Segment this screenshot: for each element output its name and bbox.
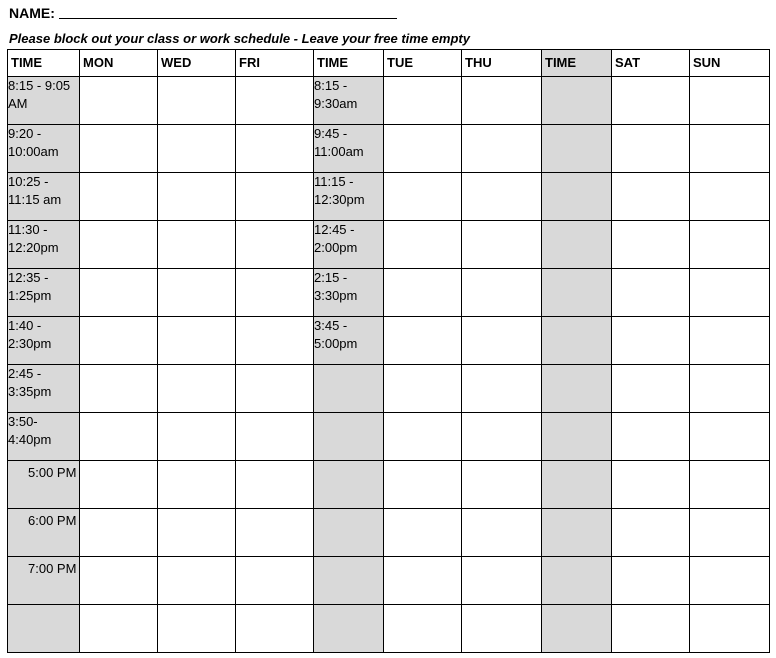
schedule-row xyxy=(8,413,770,461)
schedule-row xyxy=(8,365,770,413)
slot-sat[interactable] xyxy=(612,269,690,317)
time-cell-mwf: 12:35 - 1:25pm xyxy=(8,269,80,317)
slot-fri[interactable] xyxy=(236,125,314,173)
schedule-row xyxy=(8,269,770,317)
time-cell-tt xyxy=(314,605,384,653)
time-cell-tt: 2:15 - 3:30pm xyxy=(314,269,384,317)
slot-mon[interactable] xyxy=(80,221,158,269)
slot-tue[interactable] xyxy=(384,269,462,317)
slot-tue[interactable] xyxy=(384,221,462,269)
name-field-row xyxy=(9,3,397,23)
time-cell-mwf: 10:25 - 11:15 am xyxy=(8,173,80,221)
slot-wed[interactable] xyxy=(158,509,236,557)
col-header-time-tt: TIME xyxy=(314,50,384,77)
col-header-mon: MON xyxy=(80,50,158,77)
time-cell-weekend xyxy=(542,173,612,221)
slot-tue[interactable] xyxy=(384,125,462,173)
schedule-row xyxy=(8,509,770,557)
time-cell-weekend xyxy=(542,557,612,605)
slot-sat[interactable] xyxy=(612,173,690,221)
slot-mon[interactable] xyxy=(80,365,158,413)
slot-wed[interactable] xyxy=(158,269,236,317)
slot-thu[interactable] xyxy=(462,557,542,605)
time-cell-tt: 3:45 - 5:00pm xyxy=(314,317,384,365)
schedule-row xyxy=(8,77,770,125)
schedule-row xyxy=(8,605,770,653)
time-cell-mwf: 6:00 PM xyxy=(8,509,80,557)
slot-thu[interactable] xyxy=(462,173,542,221)
slot-wed[interactable] xyxy=(158,413,236,461)
slot-mon[interactable] xyxy=(80,317,158,365)
col-header-thu: THU xyxy=(462,50,542,77)
slot-sun[interactable] xyxy=(690,605,770,653)
slot-wed[interactable] xyxy=(158,125,236,173)
slot-thu[interactable] xyxy=(462,509,542,557)
slot-sat[interactable] xyxy=(612,77,690,125)
slot-wed[interactable] xyxy=(158,77,236,125)
slot-sat[interactable] xyxy=(612,125,690,173)
slot-fri[interactable] xyxy=(236,77,314,125)
slot-sun[interactable] xyxy=(690,221,770,269)
time-cell-mwf: 1:40 - 2:30pm xyxy=(8,317,80,365)
slot-fri[interactable] xyxy=(236,557,314,605)
schedule-row xyxy=(8,173,770,221)
col-header-tue: TUE xyxy=(384,50,462,77)
schedule-row xyxy=(8,557,770,605)
slot-thu[interactable] xyxy=(462,413,542,461)
slot-fri[interactable] xyxy=(236,413,314,461)
col-header-sat: SAT xyxy=(612,50,690,77)
time-cell-tt: 12:45 - 2:00pm xyxy=(314,221,384,269)
slot-mon[interactable] xyxy=(80,77,158,125)
slot-sun[interactable] xyxy=(690,461,770,509)
time-cell-weekend xyxy=(542,413,612,461)
time-cell-mwf: 2:45 - 3:35pm xyxy=(8,365,80,413)
time-cell-tt xyxy=(314,413,384,461)
schedule-grid xyxy=(7,49,770,653)
slot-sun[interactable] xyxy=(690,413,770,461)
time-cell-mwf: 11:30 - 12:20pm xyxy=(8,221,80,269)
col-header-sun: SUN xyxy=(690,50,770,77)
slot-fri[interactable] xyxy=(236,605,314,653)
slot-tue[interactable] xyxy=(384,605,462,653)
time-cell-weekend xyxy=(542,365,612,413)
slot-thu[interactable] xyxy=(462,365,542,413)
time-cell-weekend xyxy=(542,605,612,653)
slot-sun[interactable] xyxy=(690,173,770,221)
time-cell-mwf xyxy=(8,605,80,653)
slot-tue[interactable] xyxy=(384,365,462,413)
slot-thu[interactable] xyxy=(462,317,542,365)
slot-tue[interactable] xyxy=(384,317,462,365)
time-cell-tt xyxy=(314,509,384,557)
col-header-wed: WED xyxy=(158,50,236,77)
slot-fri[interactable] xyxy=(236,365,314,413)
slot-thu[interactable] xyxy=(462,125,542,173)
slot-mon[interactable] xyxy=(80,269,158,317)
slot-tue[interactable] xyxy=(384,413,462,461)
schedule-row xyxy=(8,461,770,509)
slot-tue[interactable] xyxy=(384,461,462,509)
slot-wed[interactable] xyxy=(158,605,236,653)
time-cell-tt xyxy=(314,365,384,413)
slot-sun[interactable] xyxy=(690,269,770,317)
time-cell-tt xyxy=(314,557,384,605)
col-header-fri: FRI xyxy=(236,50,314,77)
slot-sun[interactable] xyxy=(690,77,770,125)
instructions-text: Please block out your class or work schedule - Leave your free time empty xyxy=(9,31,470,46)
header-row xyxy=(8,50,770,77)
time-cell-weekend xyxy=(542,509,612,557)
slot-thu[interactable] xyxy=(462,269,542,317)
slot-fri[interactable] xyxy=(236,461,314,509)
slot-wed[interactable] xyxy=(158,317,236,365)
slot-wed[interactable] xyxy=(158,365,236,413)
time-cell-tt: 11:15 - 12:30pm xyxy=(314,173,384,221)
slot-sat[interactable] xyxy=(612,509,690,557)
slot-mon[interactable] xyxy=(80,125,158,173)
slot-tue[interactable] xyxy=(384,509,462,557)
slot-sat[interactable] xyxy=(612,317,690,365)
slot-mon[interactable] xyxy=(80,173,158,221)
schedule-row xyxy=(8,317,770,365)
time-cell-tt xyxy=(314,461,384,509)
slot-thu[interactable] xyxy=(462,221,542,269)
time-cell-weekend xyxy=(542,125,612,173)
time-cell-tt: 9:45 - 11:00am xyxy=(314,125,384,173)
slot-fri[interactable] xyxy=(236,221,314,269)
col-header-time-mwf: TIME xyxy=(8,50,80,77)
slot-sun[interactable] xyxy=(690,125,770,173)
slot-mon[interactable] xyxy=(80,461,158,509)
slot-fri[interactable] xyxy=(236,317,314,365)
slot-fri[interactable] xyxy=(236,269,314,317)
time-cell-mwf: 8:15 - 9:05 AM xyxy=(8,77,80,125)
slot-sat[interactable] xyxy=(612,605,690,653)
slot-tue[interactable] xyxy=(384,77,462,125)
slot-wed[interactable] xyxy=(158,173,236,221)
time-cell-weekend xyxy=(542,77,612,125)
schedule-row xyxy=(8,221,770,269)
slot-sun[interactable] xyxy=(690,365,770,413)
slot-wed[interactable] xyxy=(158,461,236,509)
time-cell-weekend xyxy=(542,269,612,317)
col-header-time-weekend: TIME xyxy=(542,50,612,77)
time-cell-weekend xyxy=(542,461,612,509)
slot-thu[interactable] xyxy=(462,461,542,509)
slot-sat[interactable] xyxy=(612,221,690,269)
slot-sat[interactable] xyxy=(612,461,690,509)
slot-sun[interactable] xyxy=(690,509,770,557)
slot-tue[interactable] xyxy=(384,557,462,605)
time-cell-tt: 8:15 - 9:30am xyxy=(314,77,384,125)
slot-sat[interactable] xyxy=(612,365,690,413)
slot-mon[interactable] xyxy=(80,557,158,605)
slot-thu[interactable] xyxy=(462,605,542,653)
time-cell-mwf: 7:00 PM xyxy=(8,557,80,605)
time-cell-weekend xyxy=(542,221,612,269)
time-cell-mwf: 5:00 PM xyxy=(8,461,80,509)
time-cell-weekend xyxy=(542,317,612,365)
slot-sun[interactable] xyxy=(690,557,770,605)
slot-fri[interactable] xyxy=(236,509,314,557)
time-cell-mwf: 9:20 - 10:00am xyxy=(8,125,80,173)
slot-sat[interactable] xyxy=(612,557,690,605)
slot-fri[interactable] xyxy=(236,173,314,221)
slot-wed[interactable] xyxy=(158,557,236,605)
name-blank-line[interactable] xyxy=(59,3,397,19)
slot-thu[interactable] xyxy=(462,77,542,125)
slot-mon[interactable] xyxy=(80,413,158,461)
slot-mon[interactable] xyxy=(80,509,158,557)
schedule-row xyxy=(8,125,770,173)
time-cell-mwf: 3:50- 4:40pm xyxy=(8,413,80,461)
slot-sat[interactable] xyxy=(612,413,690,461)
name-label: NAME: xyxy=(9,5,55,21)
slot-sun[interactable] xyxy=(690,317,770,365)
slot-tue[interactable] xyxy=(384,173,462,221)
slot-mon[interactable] xyxy=(80,605,158,653)
slot-wed[interactable] xyxy=(158,221,236,269)
